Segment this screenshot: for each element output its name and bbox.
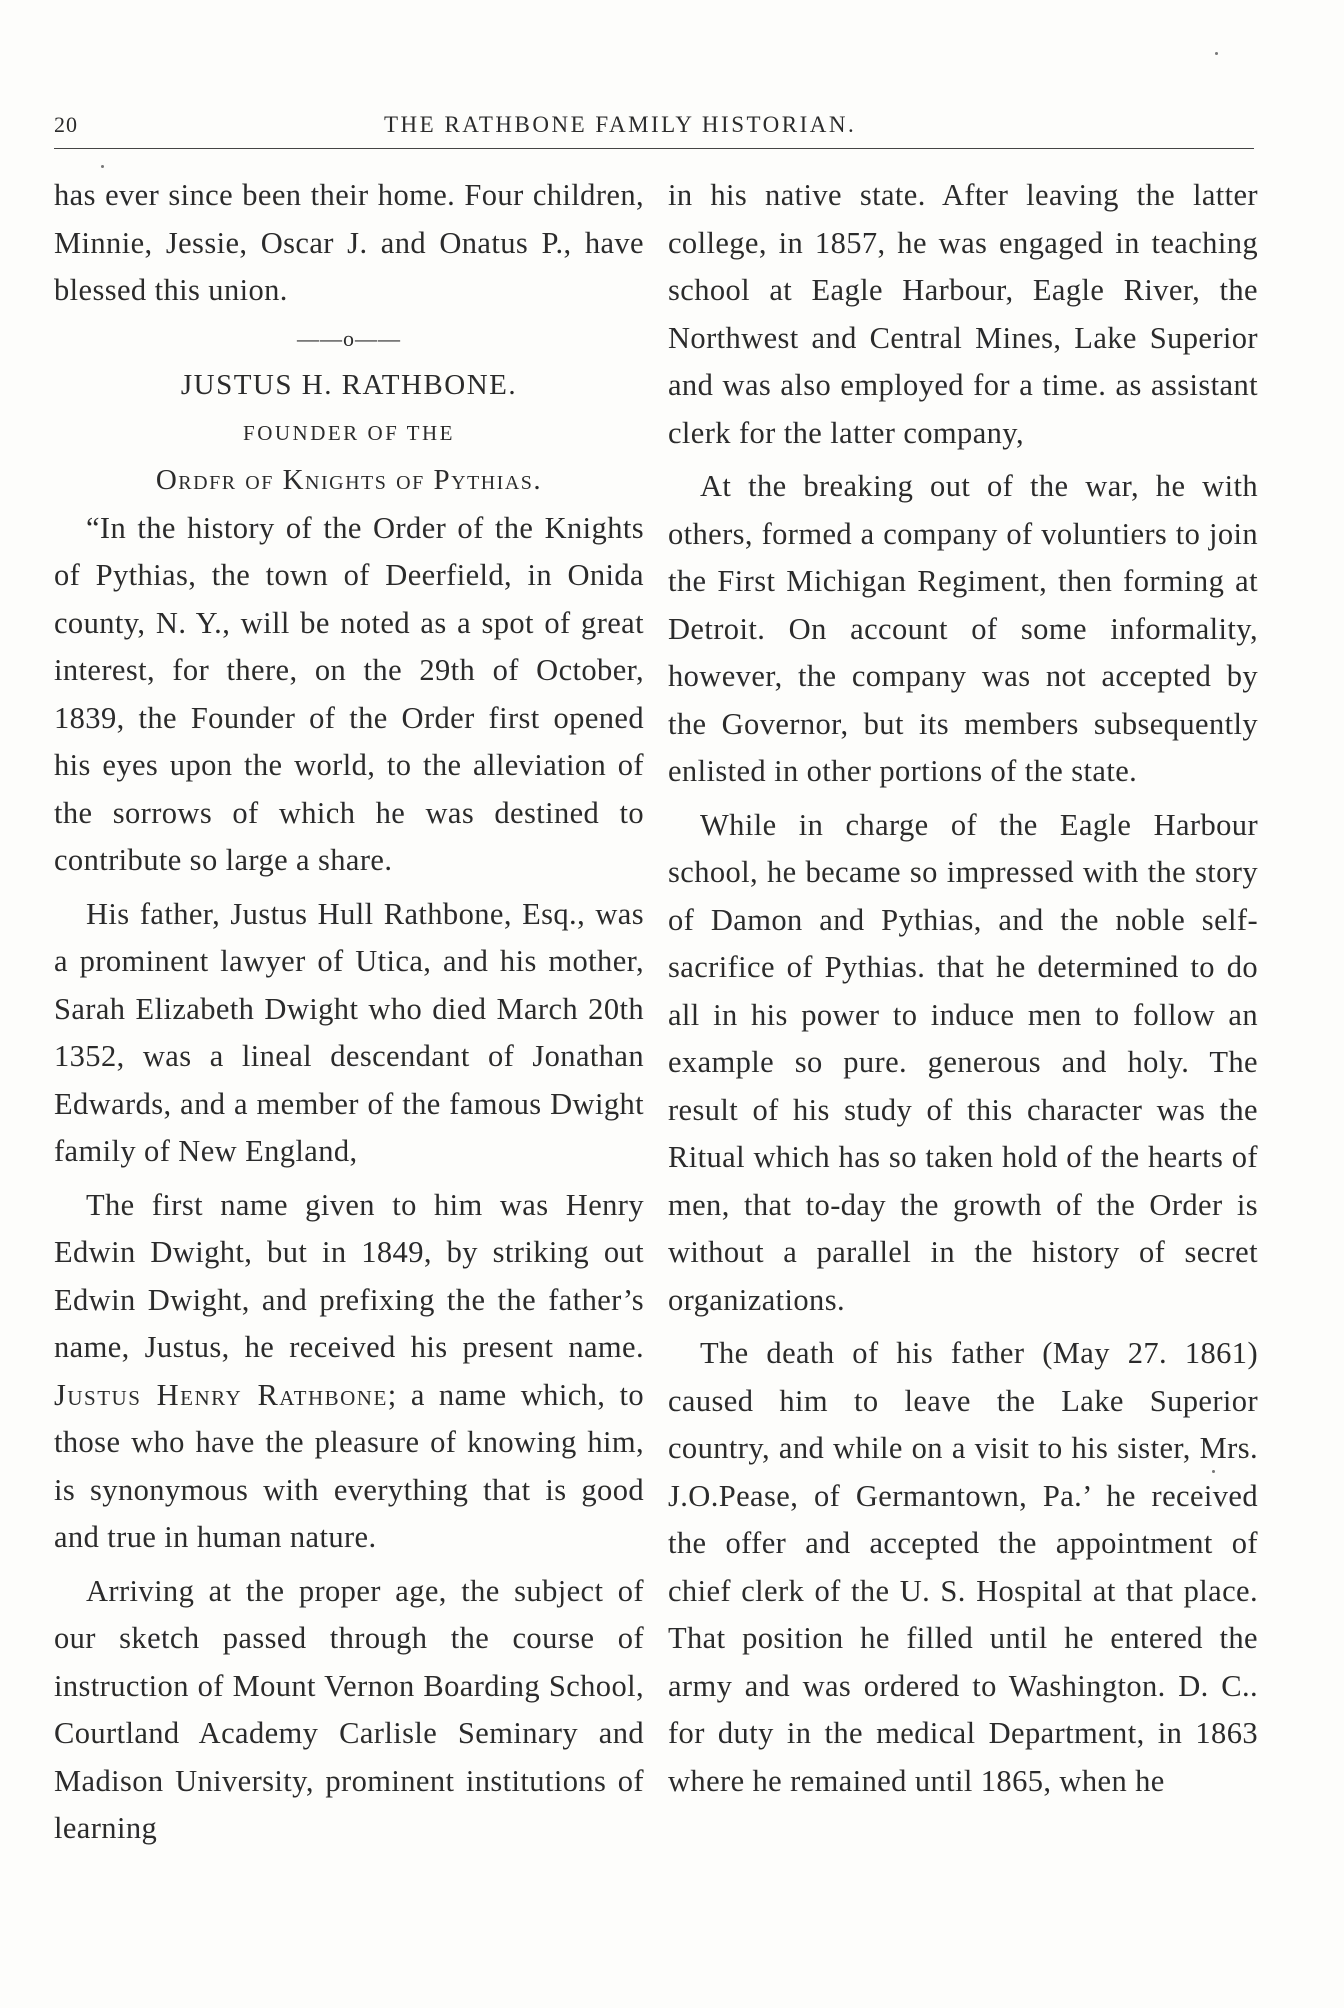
paragraph: has ever since been their home. Four children, Minnie, Jessie, Oscar J. and Onatus P., have blessed this union. — [54, 178, 644, 307]
header-rule — [54, 148, 1254, 149]
paragraph: The death of his father (May 27. 1861) caused him to leave the Lake Superior country, and while on a visit to his sister, Mrs. J.O.Pease, of Germantown, Pa.’ he received the offer and accepted the appointment of chief clerk of the U. S. Hospital at that place. That position he filled until he entered the army and was ordered to Washington. D. C.. for duty in the medical Department, in 1863 where he remained until 1865, when he — [668, 1336, 1258, 1798]
section-divider: ——o—— — [297, 325, 401, 351]
right-column — [668, 172, 1258, 1805]
page-number: 20 — [54, 112, 78, 137]
journal-title: THE RATHBONE FAMILY HISTORIAN. — [384, 112, 857, 137]
paragraph: in his native state. After leaving the latter college, in 1857, he was engaged in teaching school at Eagle Harbour, Eagle River, the Northwest and Central Mines, Lake Superior and was also employed for a time. as assistant clerk for the latter company, — [668, 178, 1258, 450]
article-subheading: FOUNDER OF THE — [243, 420, 455, 445]
paragraph: His father, Justus Hull Rathbone, Esq., was a prominent lawyer of Utica, and his mother, Sarah Elizabeth Dwight who died March 20th 1352, was a lineal descendant of Jonathan Edwards, and a member of the famous Dwight family of New England, — [54, 896, 644, 1168]
paragraph: At the breaking out of the war, he with others, formed a company of voluntiers to join the First Michigan Regiment, then forming at Detroit. On account of some informality, however, the company was not accepted by the Governor, but its members subsequently enlisted in other portions of the state. — [668, 469, 1258, 788]
article-subtitle: Ordfr of Knights of Pythias. — [155, 464, 543, 496]
paragraph-text: ; a name which, to those who have the pleasure of knowing him, is synonymous with everything that is good and true in human nature. — [54, 1377, 644, 1554]
scan-speck — [101, 165, 104, 168]
paragraph: “In the history of the Order of the Knights of Pythias, the town of Deerfield, in Onida county, N. Y., will be noted as a spot of great interest, for there, on the 29th of October, 1839, the Founder of the Order first opened his eyes upon the world, to the alleviation of the sorrows of which he was destined to contribute so large a share. — [54, 510, 644, 877]
founder-name: Justus Henry Rathbone — [54, 1377, 388, 1412]
paragraph: Arriving at the proper age, the subject of our sketch passed through the course of instruction of Mount Vernon Boarding School, Courtland Academy Carlisle Seminary and Madison University, prominent institutions of learning — [54, 1573, 644, 1845]
paragraph: While in charge of the Eagle Harbour school, he became so impressed with the story of Damon and Pythias, and the noble self-sacrifice of Pythias. that he determined to do all in his power to induce men to follow an example so pure. generous and holy. The result of his study of this character was the Ritual which has so taken hold of the hearts of men, that to-day the growth of the Order is without a parallel in the history of secret organizations. — [668, 807, 1258, 1317]
scan-speck — [1212, 1470, 1215, 1473]
left-column — [54, 172, 644, 1853]
paragraph — [54, 1182, 644, 1562]
scan-speck — [1215, 52, 1218, 55]
article-heading: JUSTUS H. RATHBONE. — [180, 369, 518, 401]
running-head — [54, 112, 1254, 146]
paragraph-text: The first name given to him was Henry Edwin Dwight, but in 1849, by striking out Edwin Dwight, and prefixing the the father’s name, Justus, he received his present name. — [54, 1187, 644, 1364]
